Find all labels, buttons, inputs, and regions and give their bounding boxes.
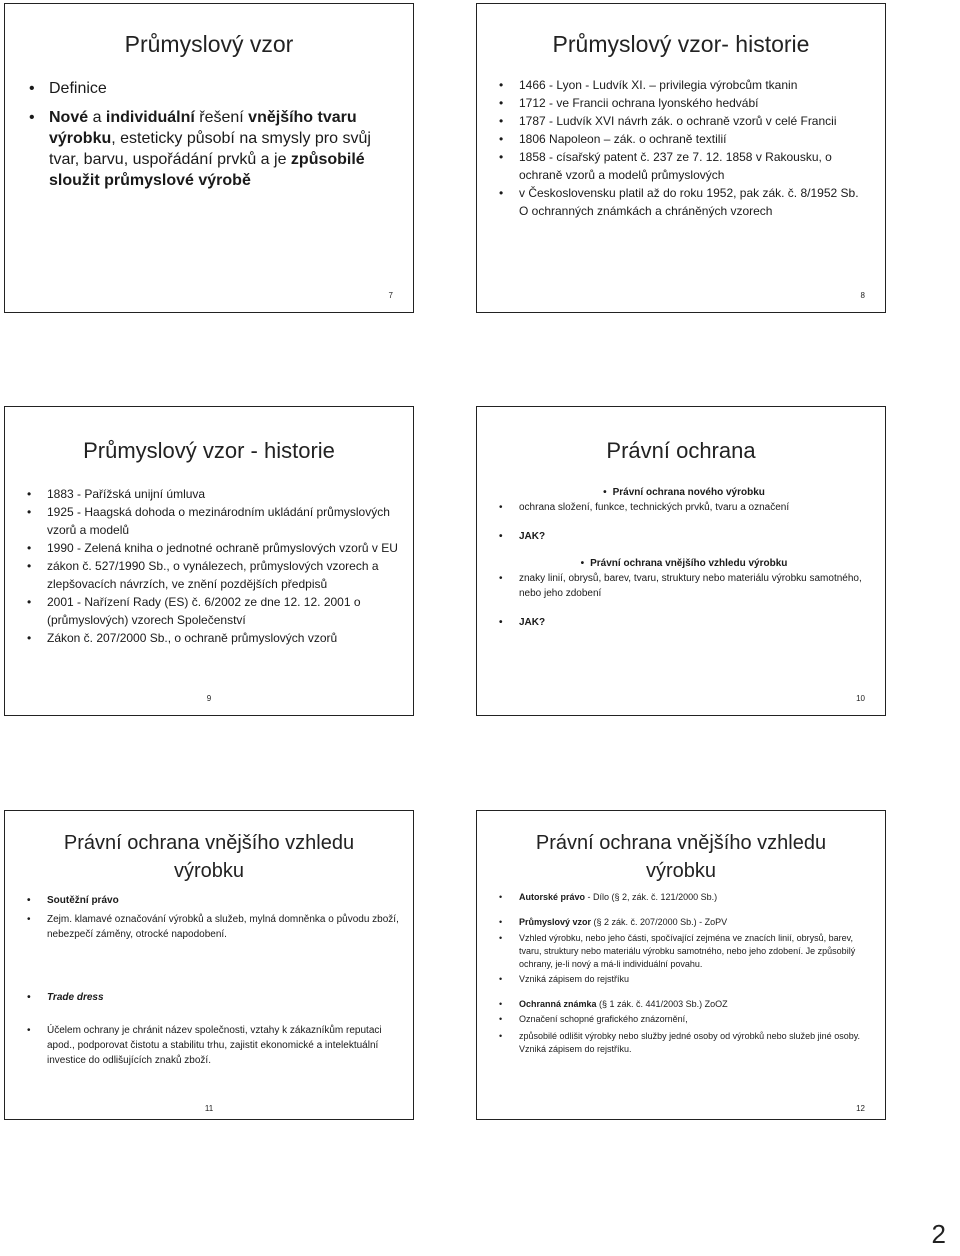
list-item: • Právní ochrana nového výrobku: [497, 485, 871, 500]
list-item: • JAK?: [497, 529, 871, 544]
list-item: • Definice: [27, 78, 395, 99]
slide-title: Průmyslový vzor: [124, 31, 294, 57]
list-item: • Vzhled výrobku, nebo jeho části, spočívající zejména ve znacích linií, obrysů, barev, tvaru, struktury nebo materiálu výrobku samotného, nebo jeho zdobení. Je způsobilý ochrany, je-li nový a má-li individuální povahu.: [497, 932, 871, 971]
list-item: • Průmyslový vzor (§ 2 zák. č. 207/2000 Sb.) - ZoPV: [497, 916, 871, 929]
list-item: • Právní ochrana vnějšího vzhledu výrobku: [497, 556, 871, 571]
slide-title: Právní ochrana vnějšího vzhledu výrobku: [535, 832, 827, 882]
bullet-list: [25, 893, 399, 1068]
bullet-list: [27, 78, 395, 191]
list-item: • způsobilé odlišit výrobky nebo služby jedné osoby od výrobků nebo služeb jiné osoby. Vzniká zápisem do rejstříku.: [497, 1030, 871, 1056]
slide-7: [4, 3, 414, 313]
bullet-list: [25, 485, 399, 647]
list-item: • 2001 - Nařízení Rady (ES) č. 6/2002 ze dne 12. 12. 2001 o (průmyslových) vzorech Společenství: [25, 593, 399, 629]
slide-title: Právní ochrana: [606, 438, 756, 463]
list-item: • Zejm. klamavé označování výrobků a služeb, mylná domněnka o původu zboží, nebezpečí záměny, otrocké napodobení.: [25, 912, 399, 942]
slide-number: 10: [856, 694, 865, 703]
list-item: • 1883 - Pařížská unijní úmluva: [25, 485, 399, 503]
list-item: • 1858 - císařský patent č. 237 ze 7. 12. 1858 v Rakousku, o ochraně vzorů a modelů průmyslových: [497, 148, 871, 184]
slide-number: 8: [860, 291, 865, 300]
bullet-list: [497, 76, 871, 220]
slide-title: Průmyslový vzor - historie: [83, 438, 335, 463]
list-item: • Označení schopné grafického znázornění,: [497, 1013, 871, 1026]
list-item: • Účelem ochrany je chránit název společnosti, vztahy k zákazníkům reputaci apod., podporovat čistotu a stabilitu trhu, zajistit ekonomické a intelektuální investice do odlišujících znaků zboží.: [25, 1023, 399, 1068]
slide-number: 7: [388, 291, 393, 300]
list-item: • 1712 - ve Francii ochrana lyonského hedvábí: [497, 94, 871, 112]
slide-title: Průmyslový vzor- historie: [552, 31, 810, 57]
slide-11: [4, 810, 414, 1120]
list-item: • Vzniká zápisem do rejstříku: [497, 973, 871, 986]
list-item: • 1990 - Zelená kniha o jednotné ochraně průmyslových vzorů v EU: [25, 539, 399, 557]
slide-12: [476, 810, 886, 1120]
list-item: • zákon č. 527/1990 Sb., o vynálezech, průmyslových vzorech a zlepšovacích návrzích, ve znění pozdějších předpisů: [25, 557, 399, 593]
list-item: • 1787 - Ludvík XVI návrh zák. o ochraně vzorů v celé Francii: [497, 112, 871, 130]
bullet-list: [497, 485, 871, 630]
bullet-list: [497, 891, 871, 1056]
list-item: • JAK?: [497, 615, 871, 630]
slide-number: 12: [856, 1104, 865, 1113]
slide-8: [476, 3, 886, 313]
page-number: 2: [931, 1219, 946, 1249]
list-item: • 1925 - Haagská dohoda o mezinárodním ukládání průmyslových vzorů a modelů: [25, 503, 399, 539]
list-item: • Ochranná známka (§ 1 zák. č. 441/2003 Sb.) ZoOZ: [497, 998, 871, 1011]
slide-number: 11: [204, 1104, 214, 1113]
list-item: • Trade dress: [25, 990, 399, 1005]
slide-title: Právní ochrana vnějšího vzhledu výrobku: [63, 832, 355, 882]
list-item: • znaky linií, obrysů, barev, tvaru, struktury nebo materiálu výrobku samotného, nebo jeho zdobení: [497, 571, 871, 601]
list-item: • 1806 Napoleon – zák. o ochraně textilií: [497, 130, 871, 148]
list-item: • Zákon č. 207/2000 Sb., o ochraně průmyslových vzorů: [25, 629, 399, 647]
list-item: • Autorské právo - Dílo (§ 2, zák. č. 121/2000 Sb.): [497, 891, 871, 904]
list-item: • Nové a individuální řešení vnějšího tvaru výrobku, esteticky působí na smysly pro svůj tvar, barvu, uspořádání prvků a je způsobilé sloužit průmyslové výrobě: [27, 107, 395, 191]
list-item: • v Československu platil až do roku 1952, pak zák. č. 8/1952 Sb. O ochranných známkách a chráněných vzorech: [497, 184, 871, 220]
slide-9: [4, 406, 414, 716]
list-item: • Soutěžní právo: [25, 893, 399, 908]
list-item: • ochrana složení, funkce, technických prvků, tvaru a označení: [497, 500, 871, 515]
list-item: • 1466 - Lyon - Ludvík XI. – privilegia výrobcům tkanin: [497, 76, 871, 94]
slide-number: 9: [206, 694, 212, 703]
slide-10: [476, 406, 886, 716]
